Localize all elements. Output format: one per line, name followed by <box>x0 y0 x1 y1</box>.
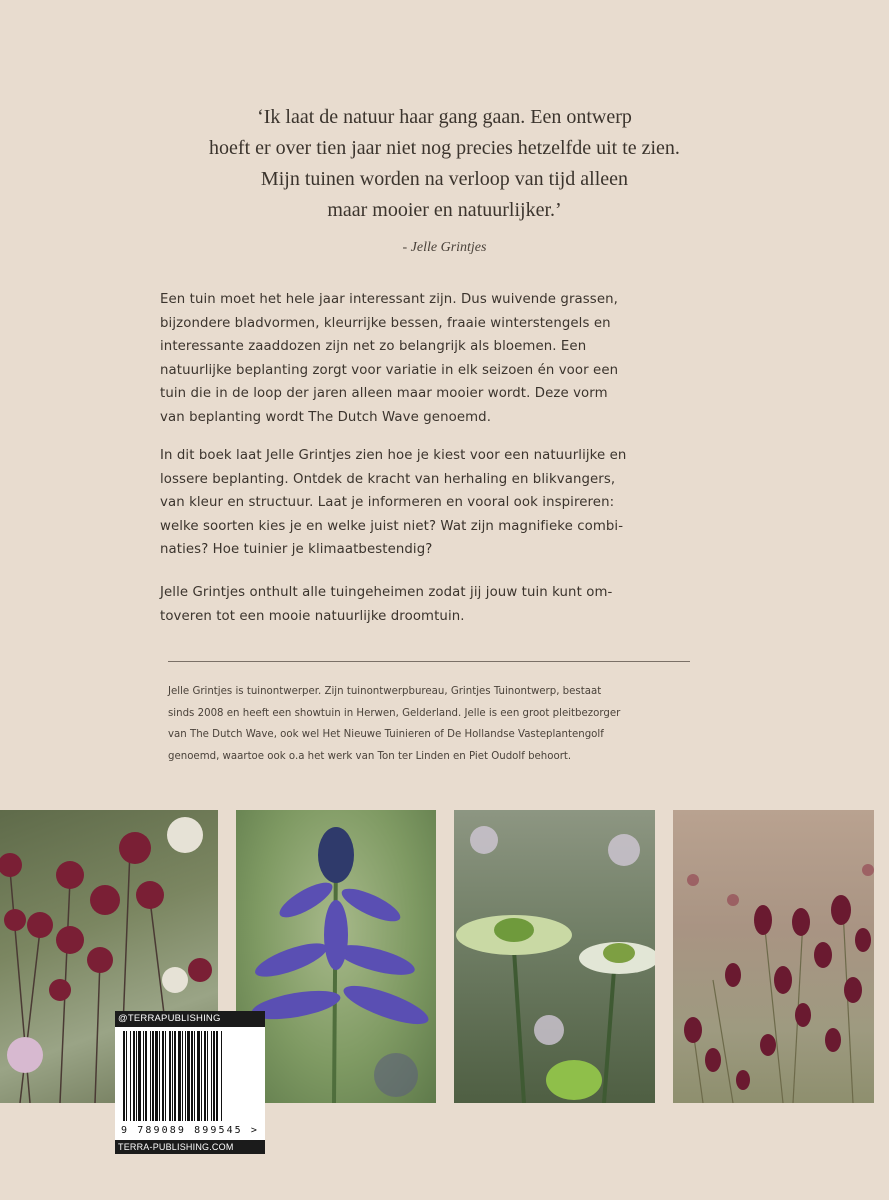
barcode-bar <box>213 1031 215 1121</box>
barcode-bar <box>126 1031 127 1121</box>
text-line: welke soorten kies je en welke juist niet? Wat zijn magnifieke combi- <box>160 518 624 534</box>
text-line: tuin die in de loop der jaren alleen maar mooier wordt. Deze vorm <box>160 386 608 401</box>
barcode-bar <box>211 1031 212 1121</box>
text-line: bijzondere bladvormen, kleurrijke bessen, fraaie winterstengels en <box>160 315 611 331</box>
barcode-block <box>115 1011 265 1151</box>
bio-line: Jelle Grintjes is tuinontwerper. Zijn tuinontwerpbureau, Grintjes Tuinontwerp, bestaat <box>168 686 602 697</box>
barcode-bar <box>185 1031 186 1121</box>
publisher-url: TERRA-PUBLISHING.COM <box>115 1140 265 1154</box>
barcode-bar <box>187 1031 190 1121</box>
text-line: lossere beplanting. Ontdek de kracht van herhaling en blikvangers, <box>160 471 616 487</box>
barcode-bars <box>115 1031 265 1126</box>
barcode-bar <box>155 1031 158 1121</box>
quote-line: hoeft er over tien jaar niet nog precies hetzelfde uit te zien. <box>209 137 680 159</box>
barcode-bar <box>145 1031 147 1121</box>
barcode-bar <box>130 1031 131 1121</box>
barcode-bar <box>136 1031 137 1121</box>
barcode-bar <box>204 1031 206 1121</box>
barcode-bar <box>169 1031 171 1121</box>
barcode-bar <box>197 1031 200 1121</box>
barcode-bar <box>182 1031 183 1121</box>
back-cover-quote <box>150 102 739 226</box>
bio-line: sinds 2008 en heeft een showtuin in Herwen, Gelderland. Jelle is een groot pleitbezorger <box>168 707 621 719</box>
text-line: natuurlijke beplanting zorgt voor variatie in elk seizoen én voor een <box>160 362 619 378</box>
barcode-bar <box>207 1031 208 1121</box>
isbn-number: 9 789089 899545 > <box>121 1125 260 1136</box>
quote-line: ‘Ik laat de natuur haar gang gaan. Een ontwerp <box>257 106 632 128</box>
barcode-bar <box>159 1031 160 1121</box>
barcode-bar <box>221 1031 222 1121</box>
photo-echinacea <box>454 810 655 1103</box>
text-line: van beplanting wordt The Dutch Wave genoemd. <box>160 409 492 425</box>
barcode-bar <box>191 1031 193 1121</box>
quote-attribution: - Jelle Grintjes <box>402 240 487 255</box>
quote-line: maar mooier en natuurlijker.’ <box>327 199 562 221</box>
text-line: naties? Hoe tuinier je klimaatbestendig? <box>160 542 433 557</box>
barcode-bar <box>165 1031 166 1121</box>
barcode-bar <box>133 1031 135 1121</box>
barcode-bar <box>150 1031 151 1121</box>
text-line: In dit boek laat Jelle Grintjes zien hoe je kiest voor een natuurlijke en <box>160 448 627 463</box>
barcode-bar <box>138 1031 141 1121</box>
barcode-bar <box>178 1031 181 1121</box>
text-line: toveren tot een mooie natuurlijke droomtuin. <box>160 608 465 624</box>
photo-camassia <box>236 810 436 1103</box>
barcode-bar <box>216 1031 218 1121</box>
paragraph-book <box>160 444 693 562</box>
photo-sanguisorba <box>673 810 874 1103</box>
barcode-bar <box>174 1031 176 1121</box>
bio-line: van The Dutch Wave, ook wel Het Nieuwe Tuinieren of De Hollandse Vasteplantengolf <box>168 729 604 740</box>
text-line: interessante zaaddozen zijn net zo belangrijk als bloemen. Een <box>160 339 587 354</box>
bio-line: genoemd, waartoe ook o.a het werk van Ton ter Linden en Piet Oudolf behoort. <box>168 750 572 762</box>
text-line: Jelle Grintjes onthult alle tuingeheimen zodat jij jouw tuin kunt om- <box>160 585 613 600</box>
quote-line: Mijn tuinen worden na verloop van tijd alleen <box>260 168 629 190</box>
barcode-bar <box>172 1031 173 1121</box>
barcode-bar <box>201 1031 202 1121</box>
author-bio <box>168 681 708 767</box>
paragraph-closing <box>160 581 693 628</box>
barcode-bar <box>152 1031 154 1121</box>
social-handle: @TERRAPUBLISHING <box>115 1011 265 1027</box>
barcode-bar <box>194 1031 195 1121</box>
barcode <box>115 1027 265 1140</box>
barcode-bar <box>143 1031 144 1121</box>
paragraph-intro <box>160 288 693 429</box>
barcode-bar <box>123 1031 125 1121</box>
barcode-bar <box>162 1031 164 1121</box>
text-line: Een tuin moet het hele jaar interessant zijn. Dus wuivende grassen, <box>160 292 618 307</box>
divider <box>168 661 690 662</box>
text-line: van kleur en structuur. Laat je informeren en vooral ook inspireren: <box>160 495 615 510</box>
